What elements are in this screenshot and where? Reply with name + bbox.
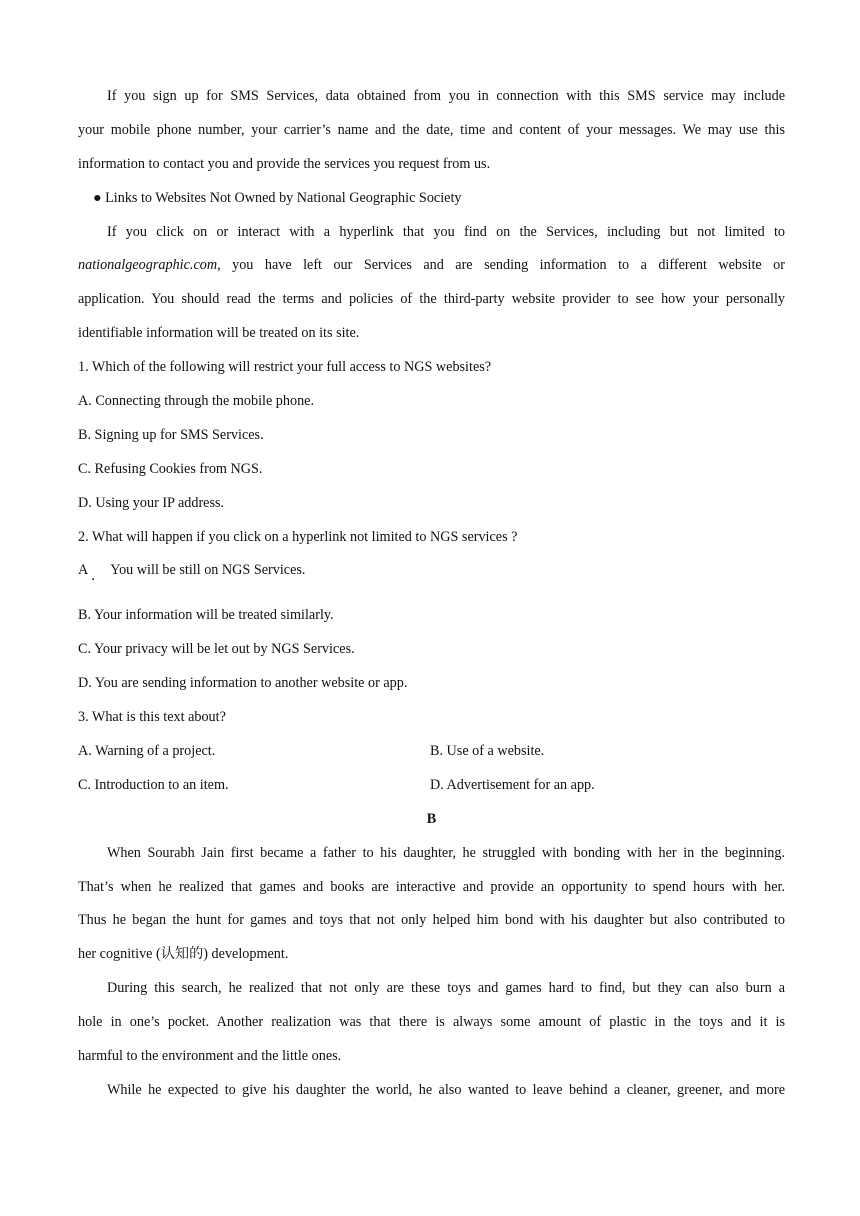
paragraph-links-line2-rest: , you have left our Services and are sending information to a different website or (217, 257, 785, 274)
question-2-option-b: B. Your information will be treated similarly. (78, 607, 334, 624)
question-3-option-a: A. Warning of a project. (78, 743, 216, 760)
question-1: 1. Which of the following will restrict your full access to NGS websites? (78, 359, 492, 376)
paragraph-jain-line4: her cognitive (认知的) development. (78, 946, 289, 963)
paragraph-links-line1: If you click on or interact with a hyperlink that you find on the Services, including but not limited to (107, 223, 785, 240)
paragraph-jain-line1: When Sourabh Jain first became a father to his daughter, he struggled with bonding with her in the beginning. (107, 844, 785, 861)
question-2-option-c: C. Your privacy will be let out by NGS Services. (78, 641, 355, 658)
paragraph-search-line2: hole in one’s pocket. Another realization was that there is always some amount of plastic in the toys and it is (78, 1014, 785, 1031)
question-2: 2. What will happen if you click on a hyperlink not limited to NGS services ? (78, 528, 518, 545)
question-1-option-c: C. Refusing Cookies from NGS. (78, 460, 263, 477)
question-3-option-d: D. Advertisement for an app. (430, 776, 595, 793)
option-text: You will be still on NGS Services. (110, 562, 306, 579)
question-2-option-d: D. You are sending information to another website or app. (78, 675, 408, 692)
paragraph-sms-line1: If you sign up for SMS Services, data obtained from you in connection with this SMS service may include (107, 88, 785, 104)
paragraph-links-line3: application. You should read the terms and policies of the third-party website provider to see how your personally (78, 291, 785, 308)
paragraph-sms-line3: information to contact you and provide the services you request from us. (78, 155, 491, 172)
paragraph-sms-line2: your mobile phone number, your carrier’s name and the date, time and content of your messages. We may use this (78, 121, 785, 138)
question-1-option-a: A. Connecting through the mobile phone. (78, 393, 315, 410)
question-3-option-c: C. Introduction to an item. (78, 776, 229, 793)
question-3: 3. What is this text about? (78, 709, 226, 726)
question-3-option-b: B. Use of a website. (430, 743, 545, 760)
italic-site-name: nationalgeographic.com (78, 257, 218, 274)
paragraph-links-line4: identifiable information will be treated on its site. (78, 325, 360, 342)
bullet-heading-links: ● Links to Websites Not Owned by National Geographic Society (93, 189, 462, 206)
question-3-options-row1 (78, 735, 785, 769)
paragraph-jain-line2: That’s when he realized that games and books are interactive and provide an opportunity to spend hours with her. (78, 878, 785, 895)
question-2-option-a (78, 554, 785, 599)
page-content (78, 80, 785, 1108)
paragraph-search-line1: During this search, he realized that not only are these toys and games hard to find, but they can also burn a (107, 980, 785, 997)
section-heading-b: B (426, 810, 437, 827)
option-letter: A (78, 562, 89, 579)
option-dot: ． (91, 568, 106, 585)
question-1-option-d: D. Using your IP address. (78, 494, 225, 511)
paragraph-search-line3: harmful to the environment and the little ones. (78, 1048, 342, 1065)
paragraph-world-line1: While he expected to give his daughter the world, he also wanted to leave behind a cleaner, greener, and more (107, 1081, 785, 1098)
paragraph-jain-line3: Thus he began the hunt for games and toys that not only helped him bond with his daughter but also contributed to (78, 912, 785, 929)
question-3-options-row2 (78, 769, 785, 803)
question-1-option-b: B. Signing up for SMS Services. (78, 426, 264, 443)
paragraph-links-line2 (78, 249, 785, 283)
